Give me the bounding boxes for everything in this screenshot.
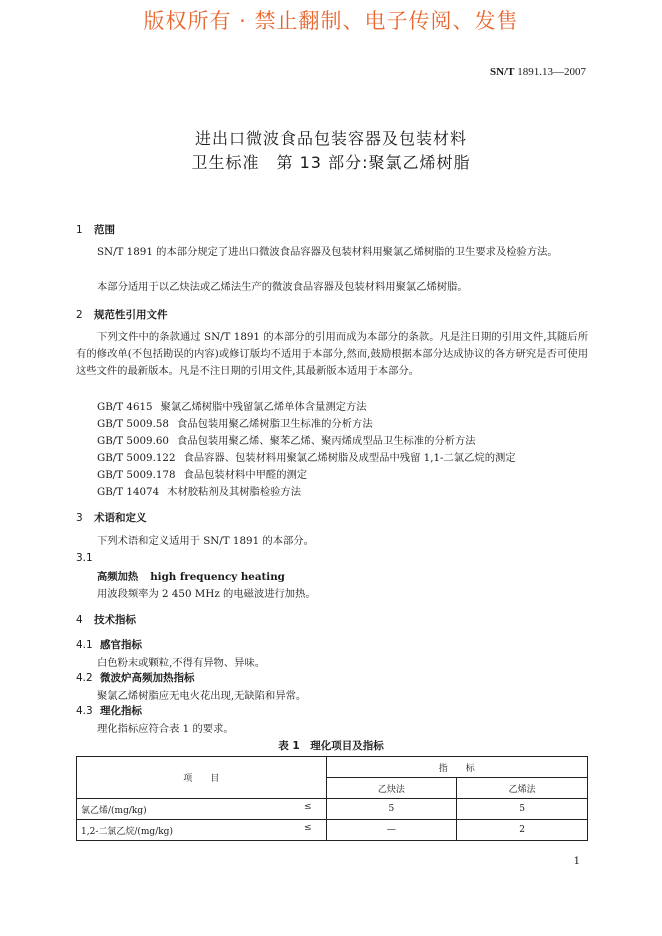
reference-title: 食品容器、包装材料用聚氯乙烯树脂及成型品中残留 1,1-二氯乙烷的测定 — [183, 452, 516, 464]
subsection-4-2-text: 聚氯乙烯树脂应无电火花出现,无缺陷和异常。 — [97, 690, 307, 702]
term-chinese: 高频加热 — [97, 571, 139, 583]
section-number: 4 — [76, 614, 83, 626]
section-number: 3 — [76, 512, 83, 524]
section-title: 术语和定义 — [94, 512, 147, 524]
less-equal-symbol: ≤ — [303, 802, 312, 812]
reference-item — [97, 449, 516, 464]
reference-item — [97, 466, 307, 481]
reference-code: GB/T 4615 — [97, 401, 153, 413]
section-title: 规范性引用文件 — [94, 309, 168, 321]
header-index: 指 标 — [326, 757, 587, 778]
section-2-paragraph-1: 下列文件中的条款通过 SN/T 1891 的本部分的引用而成为本部分的条款。凡是注日期的引用文件,其随后所有的修改单(不包括勘误的内容)或修订版均不适用于本部分,然而,鼓励根据本部分达成协议的各方研究是否可使用这些文件的最新版本。凡是不注日期的引用文件,其最新版本适用于本部分。 — [76, 331, 588, 377]
less-equal-symbol: ≤ — [303, 823, 312, 833]
reference-title: 食品包装用聚乙烯树脂卫生标准的分析方法 — [176, 418, 373, 430]
table-title: 表 1 理化项目及指标 — [278, 740, 384, 752]
reference-title: 食品包装材料中甲醛的测定 — [183, 469, 308, 481]
subsection-number: 4.2 — [76, 672, 93, 684]
reference-code: GB/T 14074 — [97, 486, 160, 498]
value-ethylene: 5 — [457, 799, 588, 820]
subsection-3-1-number: 3.1 — [76, 552, 93, 564]
subsection-title: 感官指标 — [100, 639, 142, 651]
term-english: high frequency heating — [150, 571, 285, 583]
subsection-4-3-heading — [76, 703, 142, 718]
term-entry — [97, 568, 285, 583]
reference-item — [97, 432, 476, 447]
section-2-heading — [76, 307, 168, 322]
header-acetylene-method: 乙炔法 — [326, 778, 457, 799]
value-ethylene: 2 — [457, 820, 588, 841]
standard-prefix: SN/T — [490, 66, 515, 78]
section-3-heading — [76, 510, 147, 525]
section-1-heading — [76, 222, 115, 237]
document-title-line1: 进出口微波食品包装容器及包装材料 — [194, 129, 467, 148]
header-ethylene-method: 乙烯法 — [457, 778, 588, 799]
section-4-heading — [76, 612, 136, 627]
subsection-4-3-text: 理化指标应符合表 1 的要求。 — [97, 723, 234, 735]
subsection-title: 理化指标 — [100, 705, 142, 717]
standard-number — [490, 66, 586, 78]
section-number: 2 — [76, 309, 83, 321]
item-label: 氯乙烯/(mg/kg) — [81, 805, 147, 816]
value-acetylene: 5 — [326, 799, 457, 820]
document-title-line2: 卫生标准 第 13 部分:聚氯乙烯树脂 — [191, 153, 471, 172]
standard-code: 1891.13—2007 — [517, 66, 586, 78]
section-number: 1 — [76, 224, 83, 236]
reference-title: 木材胶粘剂及其树脂检验方法 — [167, 486, 302, 498]
section-3-paragraph-1: 下列术语和定义适用于 SN/T 1891 的本部分。 — [97, 535, 314, 547]
reference-title: 食品包装用聚乙烯、聚苯乙烯、聚丙烯成型品卫生标准的分析方法 — [176, 435, 476, 447]
table-row — [77, 820, 588, 841]
page-number: 1 — [573, 856, 580, 867]
subsection-4-1-heading — [76, 637, 142, 652]
subsection-title: 微波炉高频加热指标 — [100, 672, 195, 684]
row-item — [77, 799, 327, 820]
table-header-row — [77, 757, 588, 778]
subsection-4-1-text: 白色粉末或颗粒,不得有异物、异味。 — [97, 657, 266, 669]
reference-item — [97, 415, 373, 430]
item-label: 1,2-二氯乙烷/(mg/kg) — [81, 826, 173, 837]
reference-code: GB/T 5009.122 — [97, 452, 176, 464]
subsection-number: 4.1 — [76, 639, 93, 651]
section-1-paragraph-2: 本部分适用于以乙炔法或乙烯法生产的微波食品容器及包装材料用聚氯乙烯树脂。 — [97, 281, 468, 293]
header-item: 项 目 — [77, 757, 327, 799]
reference-title: 聚氯乙烯树脂中残留氯乙烯单体含量测定方法 — [160, 401, 367, 413]
row-item — [77, 820, 327, 841]
requirements-table — [76, 756, 588, 841]
table-row — [77, 799, 588, 820]
section-title: 范围 — [94, 224, 115, 236]
subsection-4-2-heading — [76, 670, 195, 685]
reference-code: GB/T 5009.60 — [97, 435, 169, 447]
value-acetylene: — — [326, 820, 457, 841]
reference-code: GB/T 5009.58 — [97, 418, 169, 430]
reference-item — [97, 483, 301, 498]
copyright-banner: 版权所有 · 禁止翻制、电子传阅、发售 — [143, 9, 519, 33]
reference-code: GB/T 5009.178 — [97, 469, 176, 481]
term-definition: 用波段频率为 2 450 MHz 的电磁波进行加热。 — [97, 588, 316, 600]
reference-item — [97, 398, 367, 413]
subsection-number: 4.3 — [76, 705, 93, 717]
section-1-paragraph-1: SN/T 1891 的本部分规定了进出口微波食品容器及包装材料用聚氯乙烯树脂的卫生要求及检验方法。 — [97, 246, 558, 258]
section-title: 技术指标 — [94, 614, 136, 626]
